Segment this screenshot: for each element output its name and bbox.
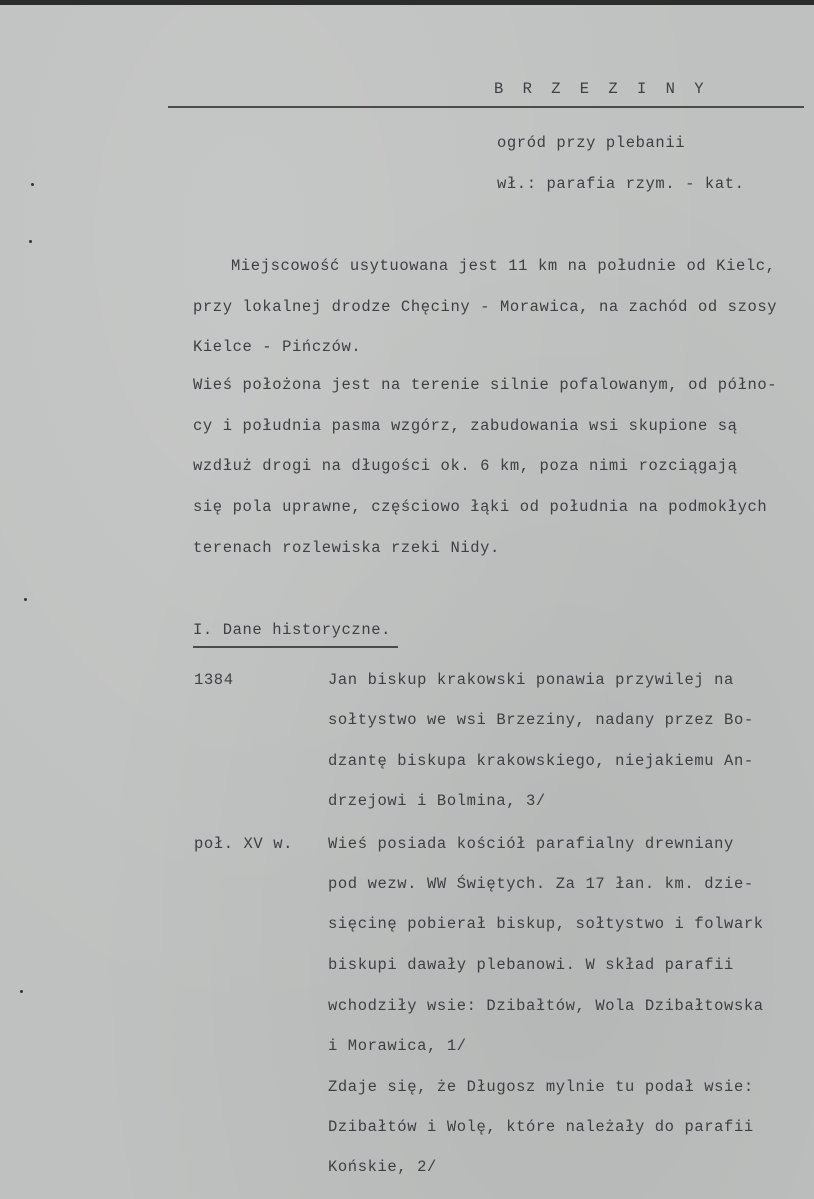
entry-line: Dzibałtów i Wolę, które należały do parafii (328, 1118, 754, 1136)
entry-line: sięcinę pobierał biskup, sołtystwo i folwark (328, 915, 764, 933)
entry-line: wchodziły wsie: Dzibałtów, Wola Dzibałtowska (328, 997, 764, 1015)
entry-date: poł. XV w. (194, 835, 294, 853)
intro-line: Wieś położona jest na terenie silnie pofalowanym, od półno- (193, 376, 778, 394)
intro-line: Miejscowość usytuowana jest 11 km na południe od Kielc, (231, 257, 776, 275)
intro-line: Kielce - Pińczów. (193, 338, 362, 356)
entry-line: Wieś posiada kościół parafialny drewniany (328, 835, 734, 853)
entry-line: Końskie, 2/ (328, 1158, 437, 1176)
header-rule (168, 106, 804, 108)
intro-line: wzdłuż drogi na długości ok. 6 km, poza nimi rozciągają (193, 457, 738, 475)
entry-date: 1384 (194, 671, 234, 689)
entry-line: Jan biskup krakowski ponawia przywilej na (328, 671, 734, 689)
scan-top-edge (0, 0, 814, 5)
object-name: ogród przy plebanii (497, 134, 686, 152)
entry-line: i Morawica, 1/ (328, 1037, 467, 1055)
entry-line: drzejowi i Bolmina, 3/ (328, 792, 546, 810)
intro-line: terenach rozlewiska rzeki Nidy. (193, 539, 500, 557)
section-underline (193, 646, 398, 648)
punch-mark (24, 598, 27, 601)
entry-line: sołtystwo we wsi Brzeziny, nadany przez Bo- (328, 711, 754, 729)
intro-line: cy i południa pasma wzgórz, zabudowania wsi skupione są (193, 417, 738, 435)
document-title: B R Z E Z I N Y (494, 80, 709, 98)
entry-line: pod wezw. WW Świętych. Za 17 łan. km. dzie- (328, 875, 754, 893)
entry-line: dzantę biskupa krakowskiego, niejakiemu An- (328, 752, 754, 770)
owner-line: wł.: parafia rzym. - kat. (497, 175, 745, 193)
punch-mark (29, 240, 32, 243)
entry-line: biskupi dawały plebanowi. W skład parafii (328, 956, 734, 974)
section-heading: I. Dane historyczne. (193, 621, 392, 639)
punch-mark (20, 990, 23, 993)
punch-mark (31, 183, 34, 186)
intro-line: się pola uprawne, częściowo łąki od południa na podmokłych (193, 498, 768, 516)
intro-line: przy lokalnej drodze Chęciny - Morawica, na zachód od szosy (193, 298, 778, 316)
entry-line: Zdaje się, że Długosz mylnie tu podał wsie: (328, 1078, 754, 1096)
